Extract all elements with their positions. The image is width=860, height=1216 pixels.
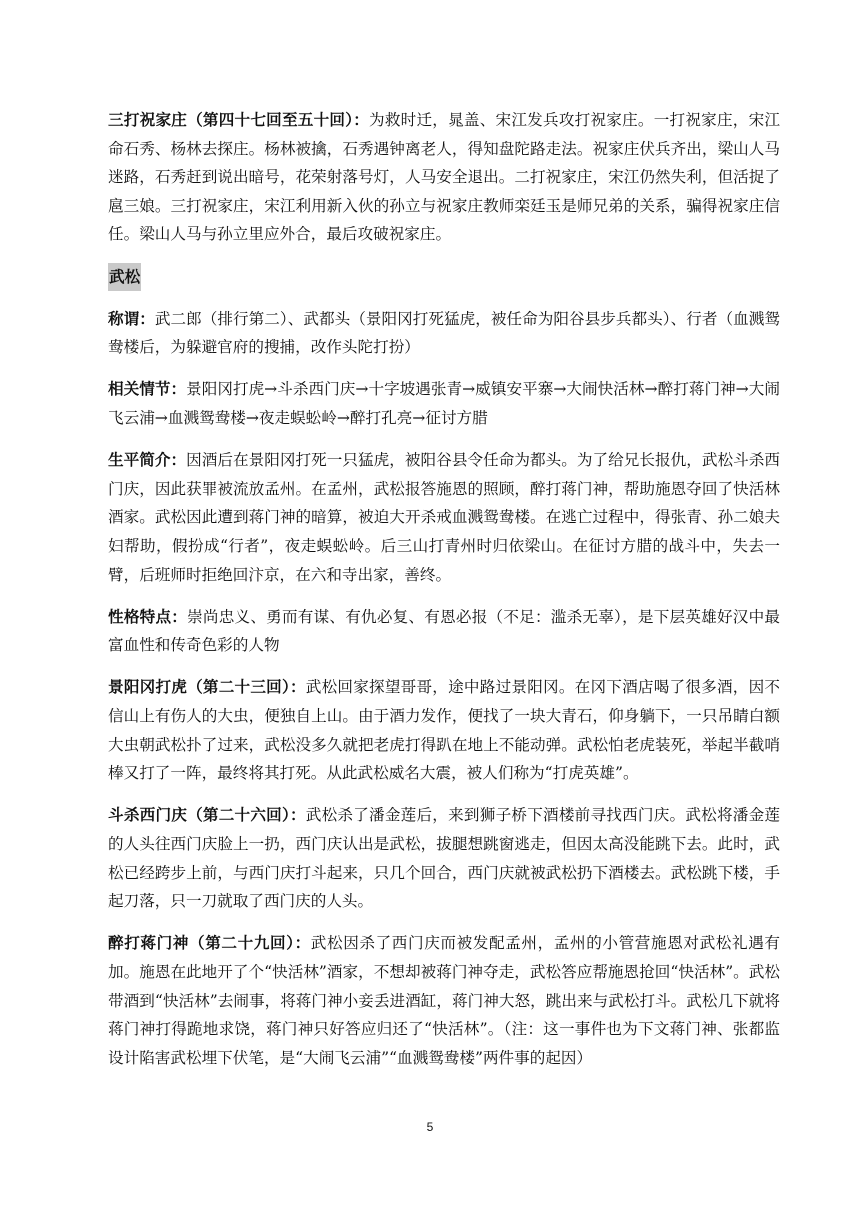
paragraph-label: 醉打蒋门神（第二十九回）： (108, 934, 311, 953)
paragraph-intro (108, 106, 780, 249)
paragraph-label: 相关情节： (108, 380, 187, 399)
paragraph-text: 武二郎（排行第二）、武都头（景阳冈打死猛虎，被任命为阳谷县步兵都头）、行者（血溅鸳鸯楼后，为躲避官府的搜捕，改作头陀打扮） (108, 309, 780, 357)
paragraph-text: 因酒后在景阳冈打死一只猛虎，被阳谷县令任命为都头。为了给兄长报仇，武松斗杀西门庆，因此获罪被流放孟州。在孟州，武松报答施恩的照顾，醉打蒋门神，帮助施恩夺回了快活林酒家。武松因此遭到蒋门神的暗算，被迫大开杀戒血溅鸳鸯楼。在逃亡过程中，得张青、孙二娘夫妇帮助，假扮成“行者”，夜走蜈蚣岭。后三山打青州时归依梁山。在征讨方腊的战斗中，失去一臂，后班师时拒绝回汴京，在六和寺出家，善终。 (108, 451, 780, 584)
section-heading: 武松 (108, 263, 141, 292)
paragraph-text: 武松杀了潘金莲后，来到狮子桥下酒楼前寻找西门庆。武松将潘金莲的人头往西门庆脸上一扔，西门庆认出是武松，拔腿想跳窗逃走，但因太高没能跳下去。此时，武松已经跨步上前，与西门庆打斗起来，只几个回合，西门庆就被武松扔下酒楼去。武松跳下楼，手起刀落，只一刀就取了西门庆的人头。 (108, 806, 780, 911)
paragraph-label: 景阳冈打虎（第二十三回）： (108, 678, 306, 697)
paragraph-tiger-fight (108, 673, 780, 787)
paragraph-titles (108, 305, 780, 362)
paragraph-label: 称谓： (108, 309, 155, 328)
paragraph-text: 崇尚忠义、勇而有谋、有仇必复、有恩必报（不足：滥杀无辜），是下层英雄好汉中最富血性和传奇色彩的人物 (108, 607, 780, 655)
paragraph-label: 生平简介： (108, 451, 187, 470)
paragraph-related-plots (108, 375, 780, 432)
paragraph-text: 武松回家探望哥哥，途中路过景阳冈。在冈下酒店喝了很多酒，因不信山上有伤人的大虫，便独自上山。由于酒力发作，便找了一块大青石，仰身躺下，一只吊睛白额大虫朝武松扑了过来，武松没多久就把老虎打得趴在地上不能动弹。武松怕老虎装死，举起半截哨棒又打了一阵，最终将其打死。从此武松威名大震，被人们称为“打虎英雄”。 (108, 678, 780, 783)
paragraph-label: 性格特点： (108, 607, 188, 626)
paragraph-kill-ximen-qing (108, 801, 780, 915)
paragraph-text: 景阳冈打虎→斗杀西门庆→十字坡遇张青→威镇安平寨→大闹快活林→醉打蒋门神→大闹飞云浦→血溅鸳鸯楼→夜走蜈蚣岭→醉打孔亮→征讨方腊 (108, 380, 780, 427)
page-number: 5 (426, 1120, 434, 1134)
paragraph-biography (108, 446, 780, 589)
paragraph-character-traits (108, 603, 780, 660)
paragraph-text: 武松因杀了西门庆而被发配孟州，孟州的小管营施恩对武松礼遇有加。施恩在此地开了个“快活林”酒家，不想却被蒋门神夺走，武松答应帮施恩抢回“快活林”。武松带酒到“快活林”去闹事，将蒋门神小妾丢进酒缸，蒋门神大怒，跳出来与武松打斗。武松几下就将蒋门神打得跪地求饶，蒋门神只好答应归还了“快活林”。（注：这一事件也为下文蒋门神、张都监设计陷害武松埋下伏笔，是“大闹飞云浦”“血溅鸳鸯楼”两件事的起因） (108, 934, 780, 1067)
paragraph-label: 斗杀西门庆（第二十六回）： (108, 806, 306, 825)
paragraph-beat-jiang-menshen (108, 929, 780, 1072)
paragraph-intro-text: 为救时迁，晁盖、宋江发兵攻打祝家庄。一打祝家庄，宋江命石秀、杨林去探庄。杨林被擒，石秀遇钟离老人，得知盘陀路走法。祝家庄伏兵齐出，梁山人马迷路，石秀赶到说出暗号，花荣射落号灯，人马安全退出。二打祝家庄，宋江仍然失利，但活捉了扈三娘。三打祝家庄，宋江利用新入伙的孙立与祝家庄教师栾廷玉是师兄弟的关系，骗得祝家庄信任。梁山人马与孙立里应外合，最后攻破祝家庄。 (108, 111, 780, 244)
paragraph-intro-title: 三打祝家庄（第四十七回至五十回）： (108, 111, 370, 129)
document-body (108, 106, 780, 1086)
section-heading-row (108, 263, 780, 305)
